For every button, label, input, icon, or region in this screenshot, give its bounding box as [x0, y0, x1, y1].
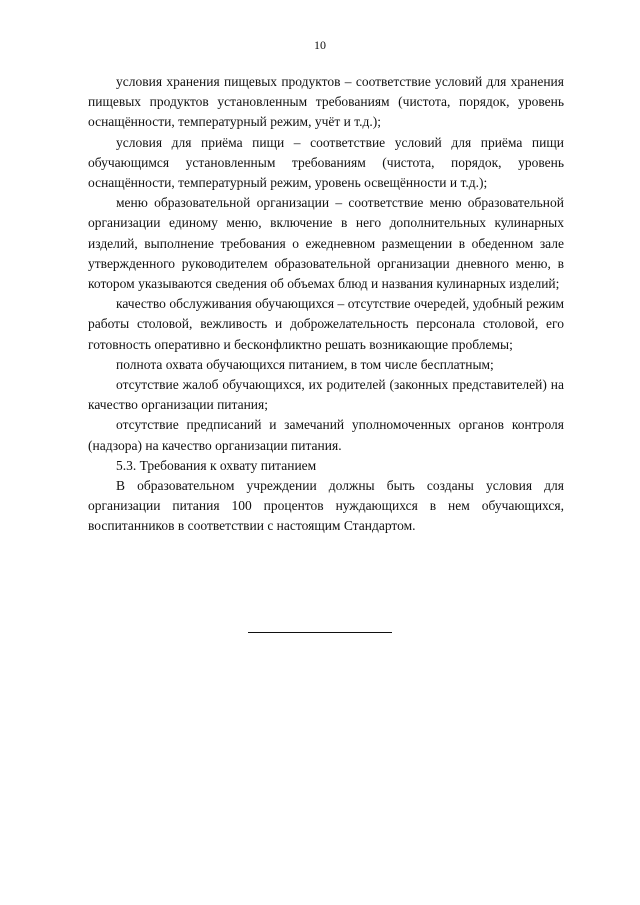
paragraph-no-prescriptions: отсутствие предписаний и замечаний уполномоченных органов контроля (надзора) на качество организации питания.	[88, 417, 564, 453]
paragraph-menu: меню образовательной организации – соответствие меню образовательной организации единому меню, включение в него дополнительных кулинарных изделий, выполнение требования о ежедневном размещении в обеденном зале утвержденного руководителем образовательной организации дневного меню, в котором указываются сведения об объемах блюд и названия кулинарных изделий;	[88, 195, 564, 292]
paragraph-coverage-requirement: В образовательном учреждении должны быть созданы условия для организации питания 100 процентов нуждающихся в нем обучающихся, воспитанников в соответствии с настоящим Стандартом.	[88, 478, 564, 534]
paragraph-no-complaints: отсутствие жалоб обучающихся, их родителей (законных представителей) на качество организации питания;	[88, 377, 564, 413]
document-body	[88, 72, 564, 537]
footer-divider	[248, 632, 392, 633]
paragraph-service-quality: качество обслуживания обучающихся – отсутствие очередей, удобный режим работы столовой, вежливость и доброжелательность персонала столовой, его готовность оперативно и бесконфликтно решать возникающие проблемы;	[88, 296, 564, 352]
section-heading-5-3: 5.3. Требования к охвату питанием	[116, 457, 317, 473]
paragraph-eating-conditions: условия для приёма пищи – соответствие условий для приёма пищи обучающимся установленным требованиям (чистота, порядок, уровень оснащённости, температурный режим, уровень освещённости и т.д.);	[88, 134, 564, 191]
page-number: 10	[314, 38, 326, 52]
paragraph-coverage: полнота охвата обучающихся питанием, в том числе бесплатным;	[116, 356, 494, 372]
paragraph-food-storage: условия хранения пищевых продуктов – соответствие условий для хранения пищевых продуктов установленным требованиям (чистота, порядок, уровень оснащённости, температурный режим, учёт и т.д.);	[88, 74, 564, 130]
